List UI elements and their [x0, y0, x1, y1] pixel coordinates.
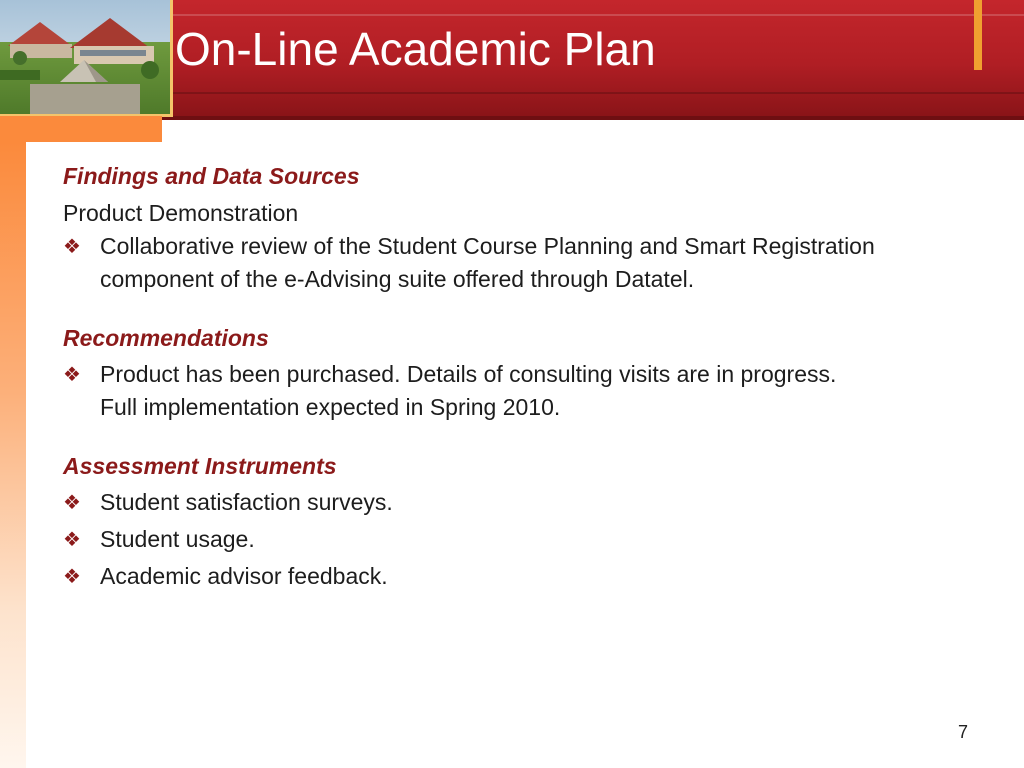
diamond-bullet-icon: ❖: [63, 362, 81, 386]
list-item: [63, 523, 983, 556]
diamond-bullet-icon: ❖: [63, 490, 81, 514]
recommendations-heading: Recommendations: [63, 325, 269, 351]
diamond-bullet-icon: ❖: [63, 527, 81, 551]
findings-subheading: Product Demonstration: [63, 200, 299, 226]
bullet-text: Student satisfaction surveys.: [100, 489, 393, 515]
campus-photo: [0, 0, 173, 117]
campus-building-illustration: [0, 0, 170, 114]
page-number: 7: [958, 722, 969, 742]
left-gradient-band: [0, 142, 26, 768]
list-item: [63, 358, 983, 424]
slide-title: On-Line Academic Plan: [175, 23, 656, 75]
banner-shadow-line: [170, 92, 1024, 94]
bullet-text: Collaborative review of the Student Course Planning and Smart Registration component of the e-Advising suite offered through Datatel.: [100, 233, 875, 292]
diamond-bullet-icon: ❖: [63, 234, 81, 258]
diamond-bullet-icon: ❖: [63, 564, 81, 588]
photo-accent-block: [0, 116, 162, 142]
bullet-text: Academic advisor feedback.: [100, 563, 388, 589]
bullet-text: Product has been purchased. Details of consulting visits are in progress. Full implementation expected in Spring 2010.: [100, 361, 837, 420]
list-item: [63, 230, 983, 296]
list-item: [63, 486, 983, 519]
assessment-heading: Assessment Instruments: [63, 453, 337, 479]
findings-heading: Findings and Data Sources: [63, 163, 360, 189]
banner-accent-bar: [974, 0, 982, 70]
slide-content: [63, 160, 983, 593]
bullet-text: Student usage.: [100, 526, 255, 552]
list-item: [63, 560, 983, 593]
banner-highlight-line: [170, 14, 1024, 16]
